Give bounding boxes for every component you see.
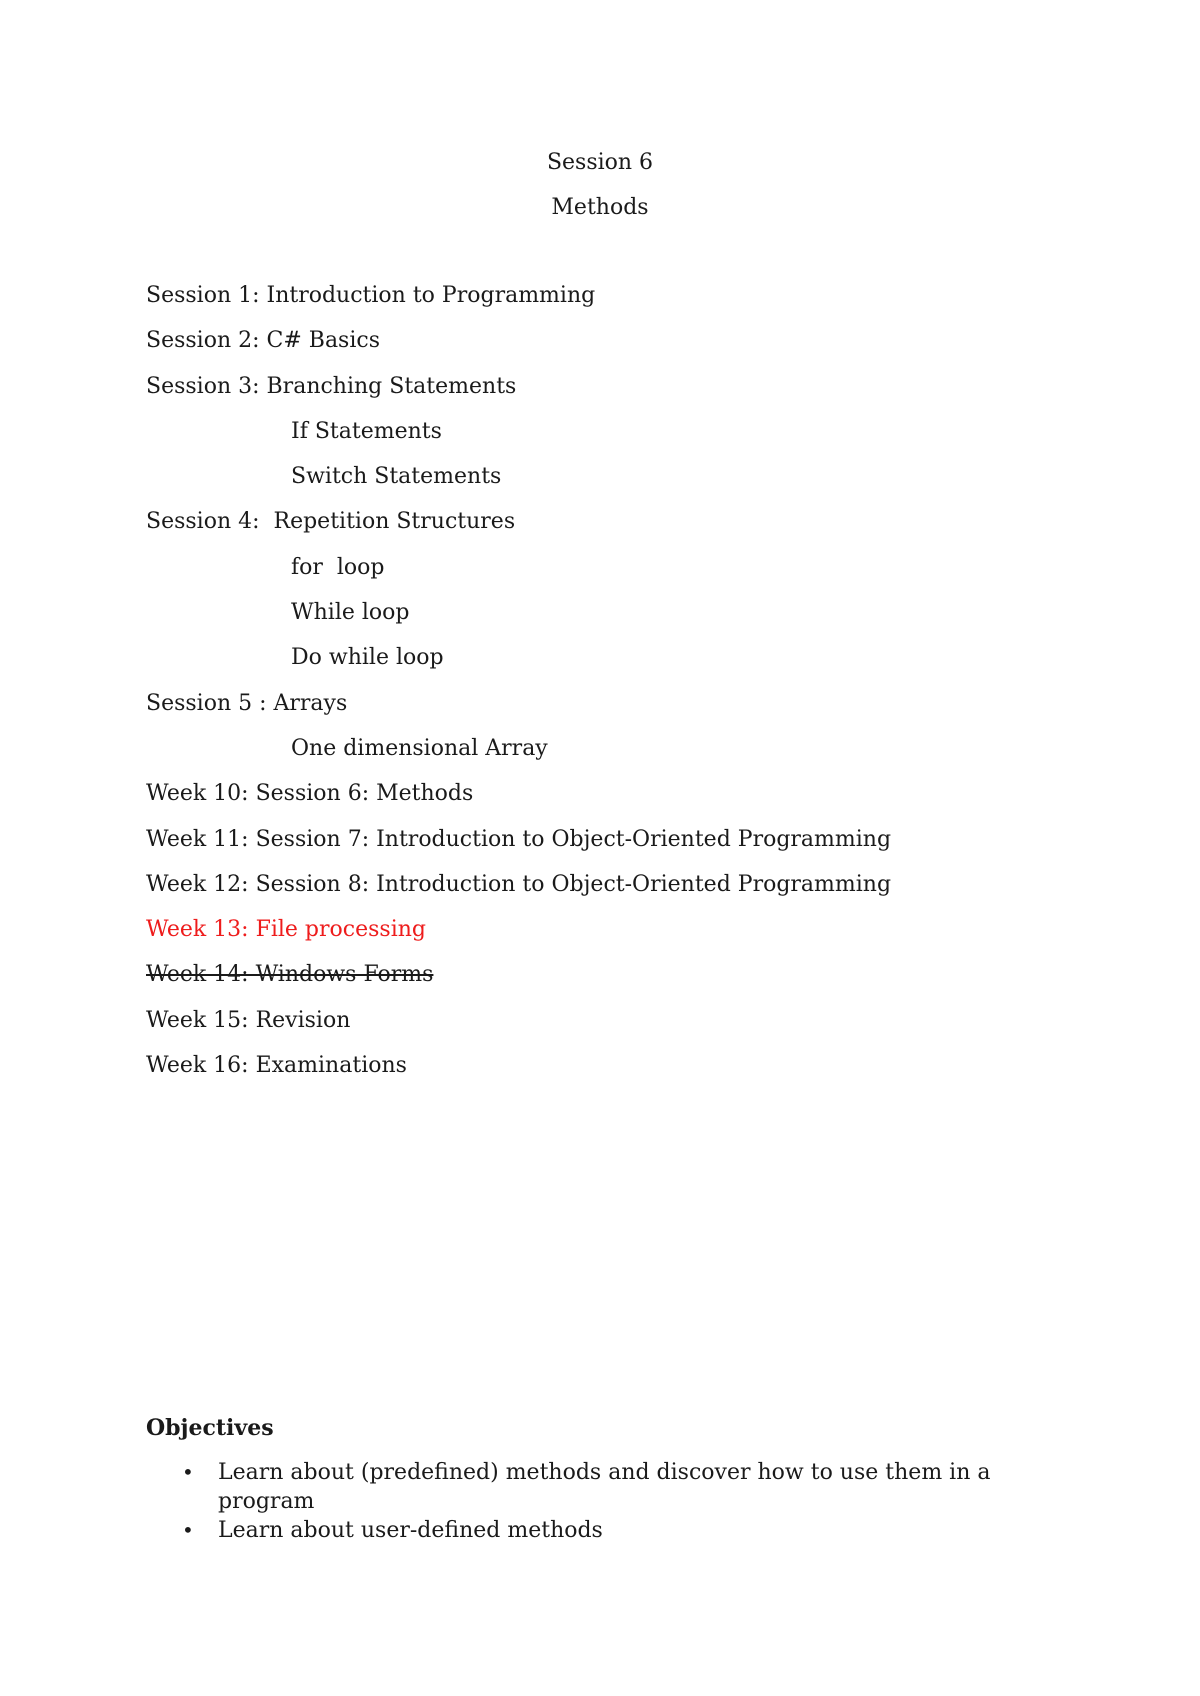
schedule-item: Week 11: Session 7: Introduction to Object-Oriented Programming	[146, 826, 892, 852]
objectives-heading: Objectives	[146, 1415, 274, 1441]
schedule-subitem: for loop	[291, 554, 385, 580]
objective-item	[146, 1458, 1066, 1516]
schedule-item: Week 10: Session 6: Methods	[146, 781, 474, 807]
schedule-item: Week 16: Examinations	[146, 1053, 407, 1079]
course-schedule-list	[146, 273, 1146, 1088]
schedule-item: Session 1: Introduction to Programming	[146, 283, 596, 308]
schedule-item: Session 4: Repetition Structures	[146, 509, 516, 535]
session-title: Session 6	[546, 150, 654, 175]
schedule-item: Session 2: C# Basics	[146, 328, 380, 354]
bullet-icon: •	[182, 1518, 194, 1542]
schedule-subitem: One dimensional Array	[291, 735, 548, 761]
objectives-list	[146, 1458, 1066, 1545]
objective-text: Learn about (predefined) methods and discover how to use them in a program	[218, 1460, 991, 1514]
schedule-item: Session 3: Branching Statements	[146, 373, 517, 399]
schedule-subitem: If Statements	[291, 418, 442, 444]
schedule-item: Week 12: Session 8: Introduction to Object-Oriented Programming	[146, 871, 892, 897]
document-title	[0, 140, 1200, 230]
topic-title: Methods	[551, 195, 649, 220]
schedule-item: Week 14: Windows Forms	[146, 962, 434, 988]
schedule-subitem: Do while loop	[291, 645, 444, 671]
objective-item	[146, 1516, 1066, 1545]
schedule-item: Session 5 : Arrays	[146, 690, 348, 716]
schedule-subitem: Switch Statements	[291, 464, 502, 490]
schedule-item: Week 15: Revision	[146, 1007, 351, 1033]
schedule-subitem: While loop	[291, 600, 410, 626]
objective-text: Learn about user-defined methods	[218, 1518, 603, 1543]
bullet-icon: •	[182, 1460, 194, 1484]
schedule-item: Week 13: File processing	[146, 917, 426, 943]
